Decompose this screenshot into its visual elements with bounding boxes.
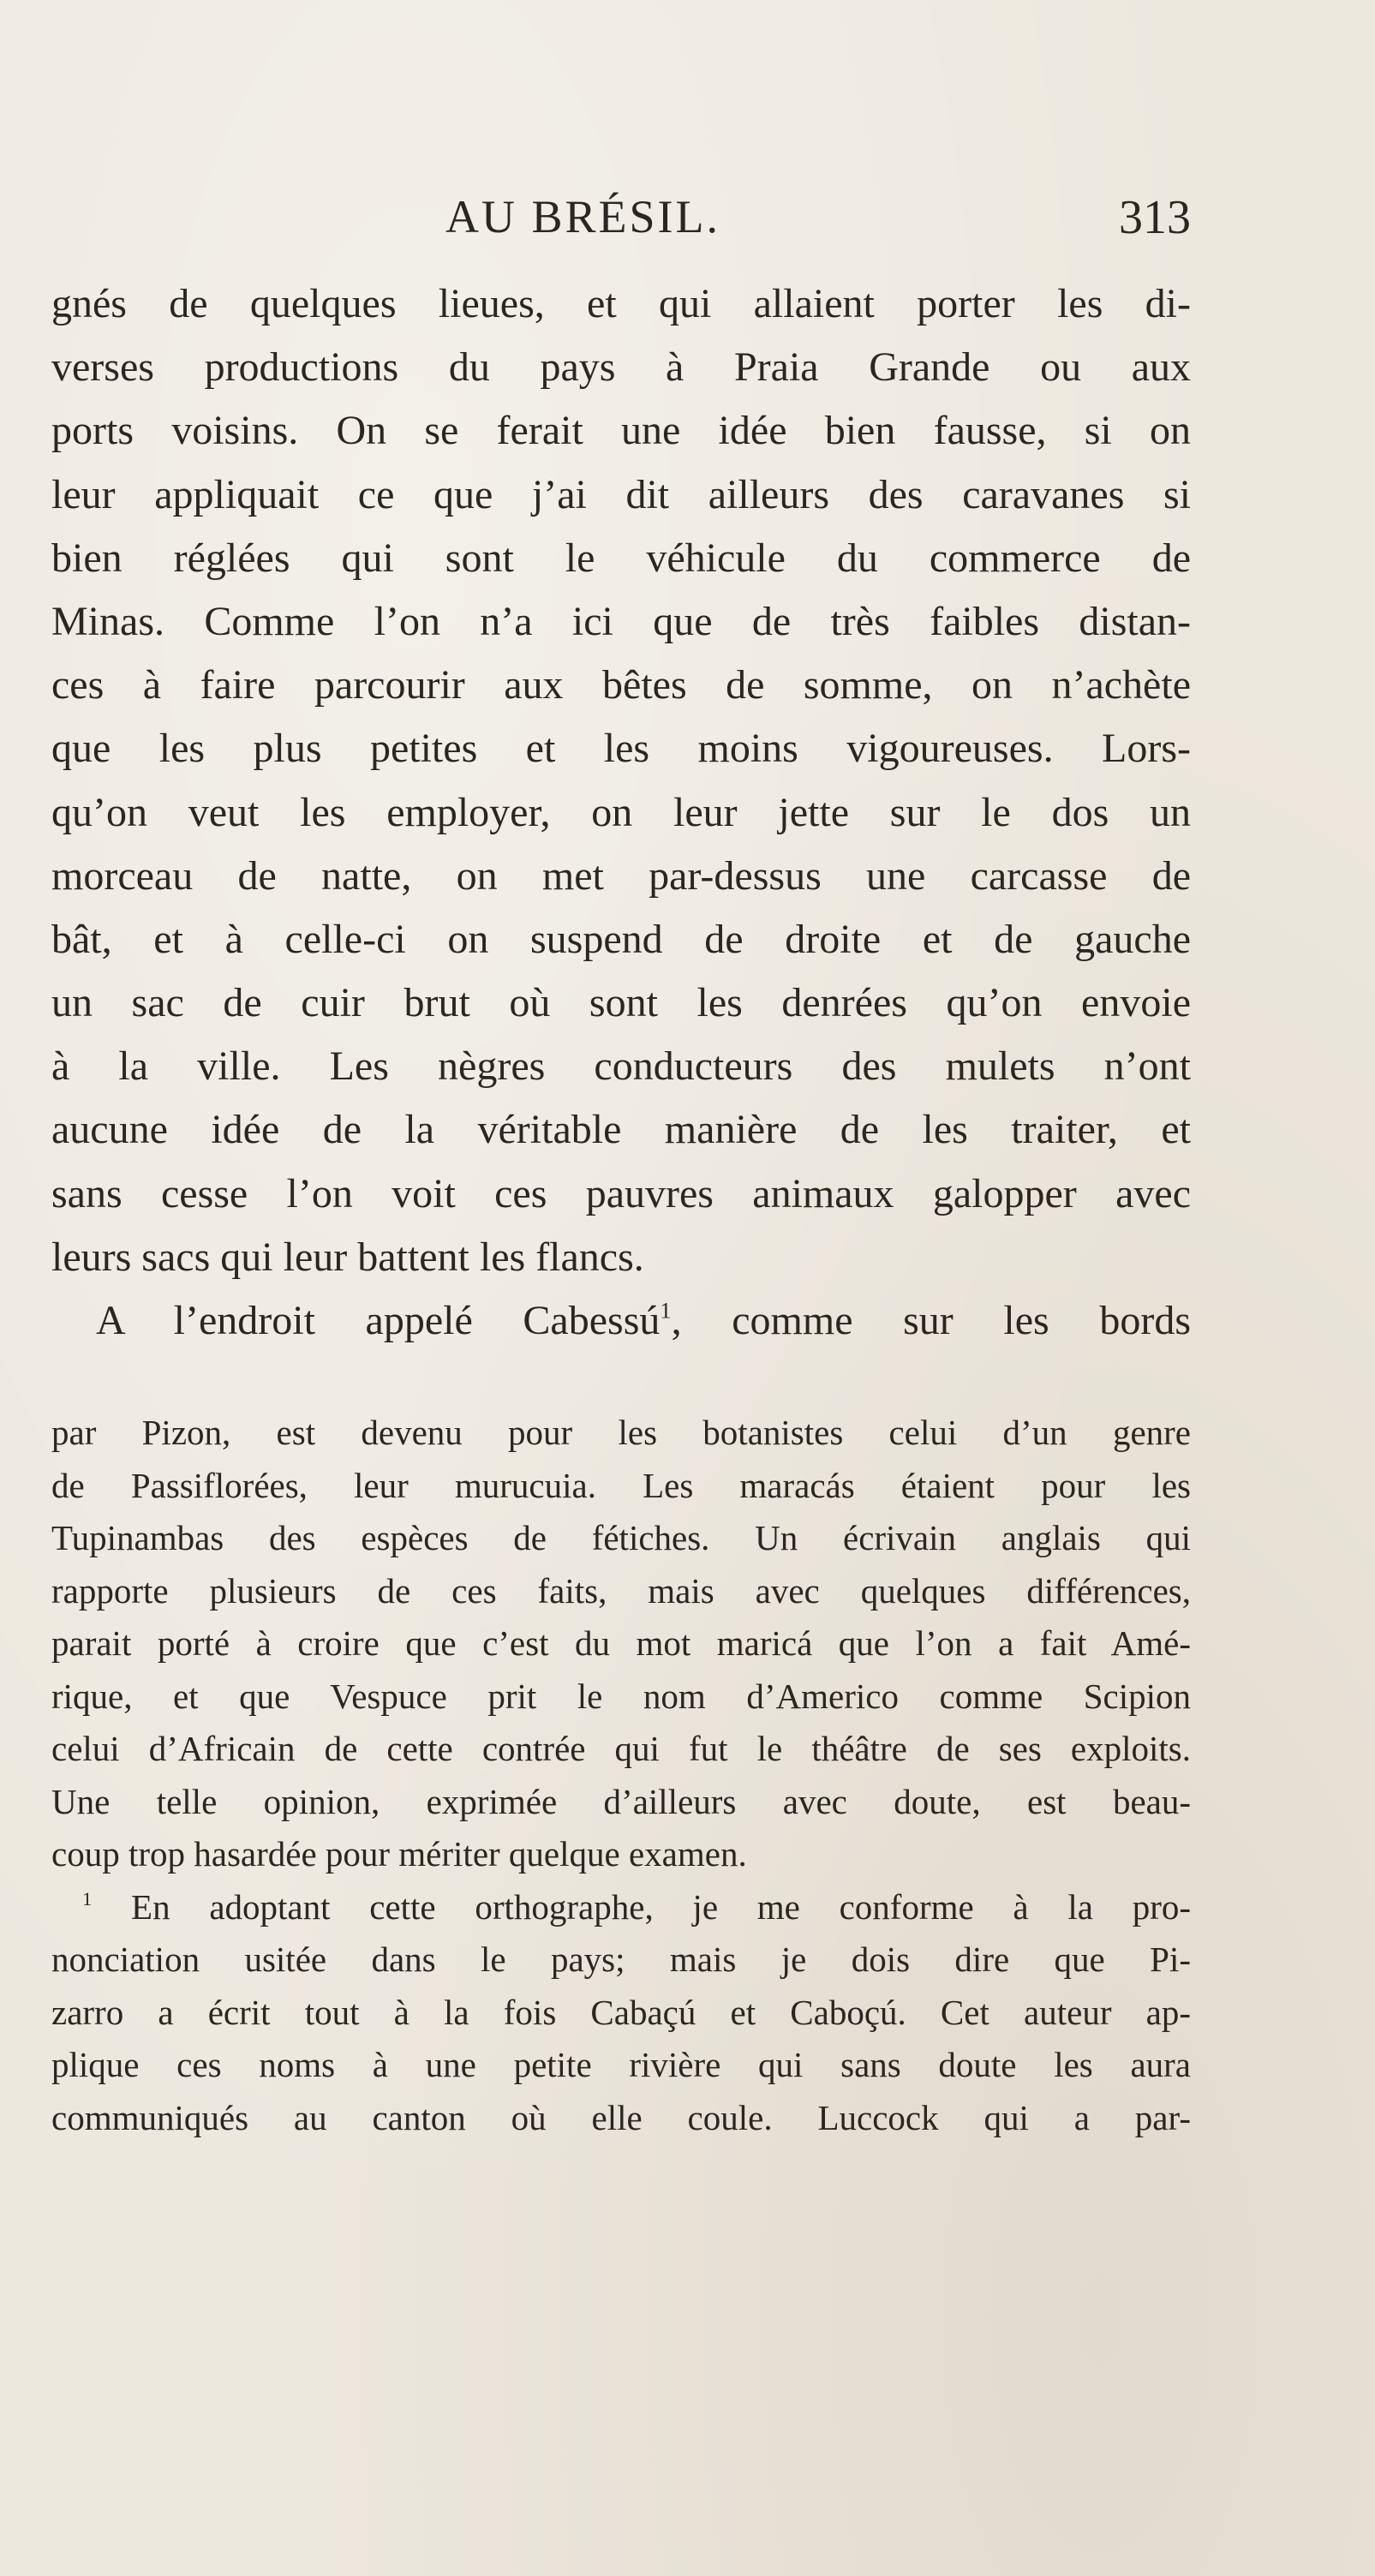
text-fragment: A l’endroit appelé Cabessú bbox=[96, 1298, 661, 1343]
text-line: gnés de quelques lieues, et qui allaient porter les di- bbox=[51, 281, 1191, 326]
text-line: un sac de cuir brut où sont les denrées qu’on envoie bbox=[51, 980, 1191, 1026]
text-line: à la ville. Les nègres conducteurs des mulets n’ont bbox=[51, 1043, 1191, 1090]
text-line: ports voisins. On se ferait une idée bien fausse, si on bbox=[51, 408, 1191, 454]
footnote-line: rapporte plusieurs de ces faits, mais avec quelques différences, bbox=[51, 1570, 1191, 1611]
text-line: qu’on veut les employer, on leur jette sur le dos un bbox=[51, 789, 1191, 835]
footnotes bbox=[51, 1407, 1191, 2144]
footnote-line: par Pizon, est devenu pour les botanistes celui d’un genre bbox=[51, 1413, 1191, 1452]
main-text bbox=[51, 272, 1191, 1353]
text-line: ces à faire parcourir aux bêtes de somme, on n’achète bbox=[51, 662, 1191, 708]
footnote-line: communiqués au canton où elle coule. Luccock qui a par- bbox=[51, 2097, 1191, 2137]
footnote-line: plique ces noms à une petite rivière qui sans doute les aura bbox=[51, 2045, 1191, 2084]
text-line: morceau de natte, on met par-dessus une carcasse de bbox=[51, 852, 1191, 899]
page-header bbox=[445, 190, 1191, 259]
footnote-line: zarro a écrit tout à la fois Cabaçú et Caboçú. Cet auteur ap- bbox=[51, 1992, 1191, 2032]
text-line: Minas. Comme l’on n’a ici que de très faibles distan- bbox=[51, 598, 1191, 644]
footnote-line-numbered bbox=[51, 1881, 1191, 1934]
footnote-line: coup trop hasardée pour mériter quelque examen. bbox=[51, 1834, 747, 1874]
footnote-line: parait porté à croire que c’est du mot maricá que l’on a fait Amé- bbox=[51, 1623, 1191, 1663]
page-number: 313 bbox=[1119, 191, 1191, 244]
footnote-line: celui d’Africain de cette contrée qui fut le théâtre de ses exploits. bbox=[51, 1729, 1191, 1768]
footnote-line: Une telle opinion, exprimée d’ailleurs avec doute, est beau- bbox=[51, 1781, 1191, 1821]
text-line: leur appliquait ce que j’ai dit ailleurs des caravanes si bbox=[51, 471, 1191, 517]
text-line: bât, et à celle-ci on suspend de droite et de gauche bbox=[51, 916, 1191, 962]
footnote-reference: 1 bbox=[660, 1297, 672, 1324]
footnote-line: rique, et que Vespuce prit le nom d’Americo comme Scipion bbox=[51, 1676, 1191, 1716]
text-line: que les plus petites et les moins vigoureuses. Lors- bbox=[51, 726, 1191, 772]
footnote-line: Tupinambas des espèces de fétiches. Un écrivain anglais qui bbox=[51, 1518, 1191, 1557]
text-line-with-note-ref bbox=[51, 1289, 1191, 1353]
text-line: verses productions du pays à Praia Grande ou aux bbox=[51, 344, 1191, 391]
text-line: leurs sacs qui leur battent les flancs. bbox=[51, 1234, 644, 1280]
footnote-marker: 1 bbox=[82, 1887, 93, 1910]
text-line: sans cesse l’on voit ces pauvres animaux galopper avec bbox=[51, 1170, 1191, 1216]
text-line: bien réglées qui sont le véhicule du commerce de bbox=[51, 535, 1191, 581]
running-head: AU BRÉSIL. bbox=[445, 191, 721, 242]
footnote-text: En adoptant cette orthographe, je me conforme à la pro- bbox=[131, 1886, 1192, 1927]
footnote-line: nonciation usitée dans le pays; mais je dois dire que Pi- bbox=[51, 1939, 1191, 1979]
text-line: aucune idée de la véritable manière de les traiter, et bbox=[51, 1107, 1191, 1153]
footnote-line: de Passiflorées, leur murucuia. Les maracás étaient pour les bbox=[51, 1465, 1191, 1505]
text-fragment: , comme sur les bords bbox=[671, 1298, 1191, 1343]
